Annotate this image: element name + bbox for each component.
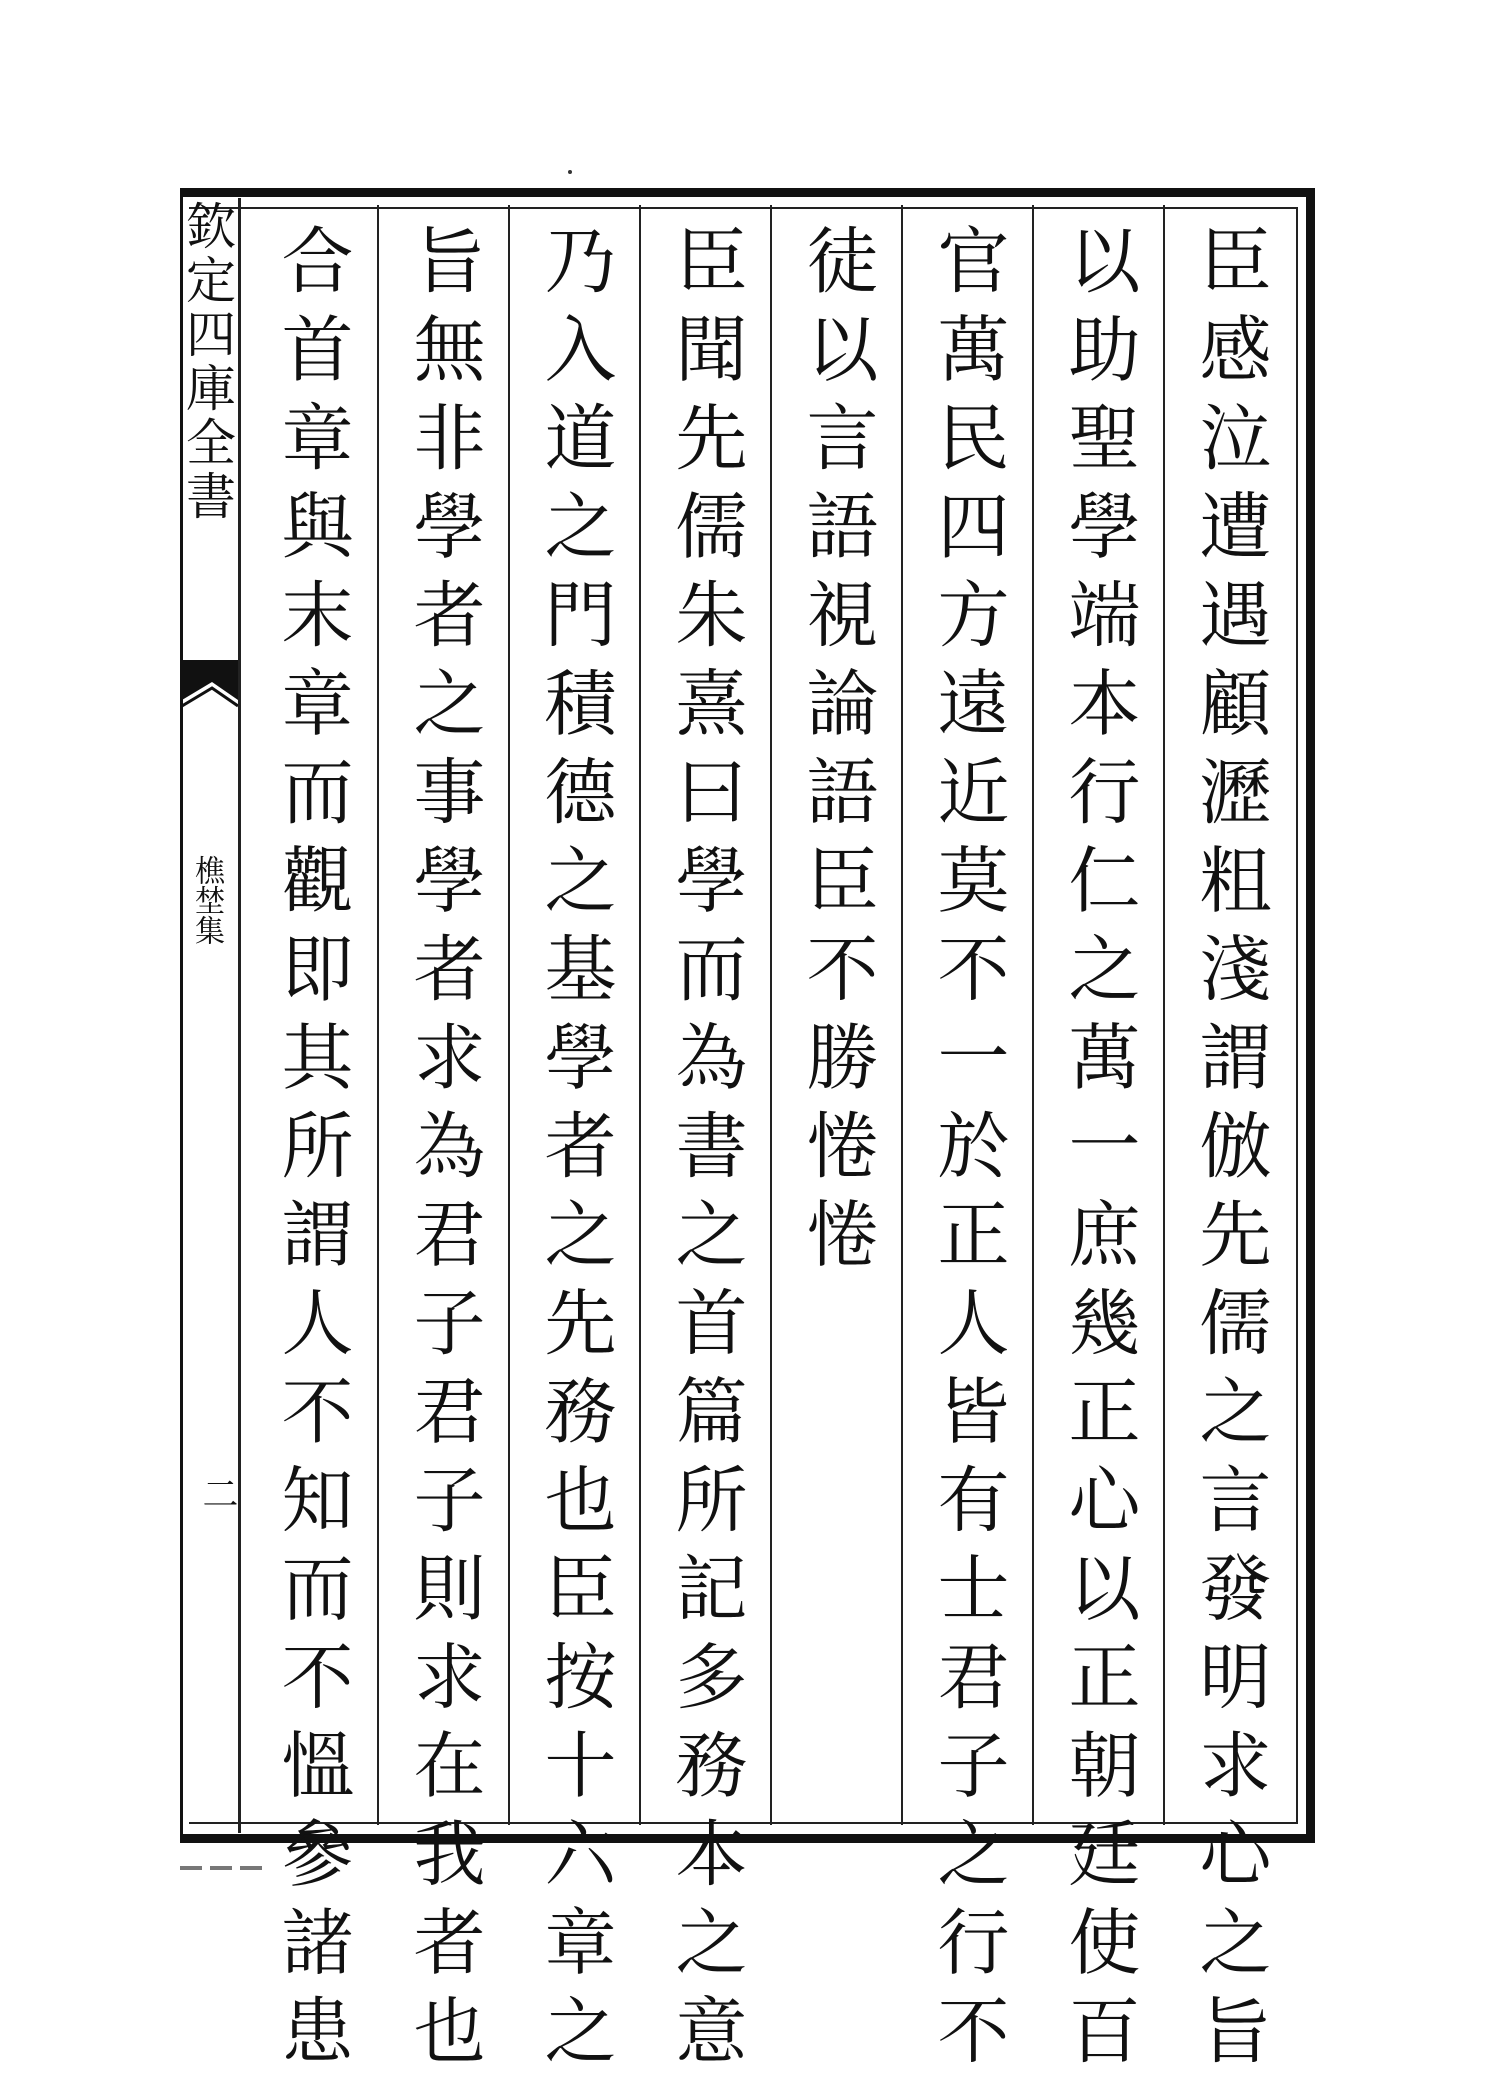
column-text: 合首章與末章而觀即其所謂人不知而不慍參諸患 bbox=[269, 223, 354, 2082]
text-column bbox=[508, 205, 639, 2082]
column-text: 旨無非學者之事學者求為君子君子則求在我者也 bbox=[401, 223, 486, 2082]
column-text: 臣感泣遭遇顧瀝粗淺謂倣先儒之言發明求心之旨 bbox=[1187, 223, 1272, 2082]
fold-margin-rule bbox=[238, 198, 241, 1833]
book-title: 樵埜集 bbox=[189, 855, 224, 945]
scan-artifact bbox=[180, 1855, 310, 1863]
ink-speck bbox=[568, 170, 572, 174]
text-column bbox=[1032, 205, 1163, 2082]
text-columns bbox=[244, 205, 1294, 2082]
column-text: 官萬民四方遠近莫不一於正人皆有士君子之行不 bbox=[925, 223, 1010, 2082]
page-number: 二 bbox=[197, 1475, 238, 1511]
column-text: 臣聞先儒朱熹曰學而為書之首篇所記多務本之意 bbox=[663, 223, 748, 2082]
column-text: 徒以言語視論語臣不勝惓惓 bbox=[794, 223, 879, 1285]
series-title: 欽定四庫全書 bbox=[178, 200, 236, 524]
text-column bbox=[1163, 205, 1294, 2082]
fish-tail-mark bbox=[182, 660, 238, 722]
text-column bbox=[770, 205, 901, 1825]
text-column bbox=[901, 205, 1032, 2082]
column-text: 乃入道之門積德之基學者之先務也臣按十六章之 bbox=[532, 223, 617, 2082]
text-column bbox=[639, 205, 770, 2082]
text-column bbox=[246, 205, 377, 2082]
text-column bbox=[377, 205, 508, 2082]
column-text: 以助聖學端本行仁之萬一庶幾正心以正朝廷使百 bbox=[1056, 223, 1141, 2082]
